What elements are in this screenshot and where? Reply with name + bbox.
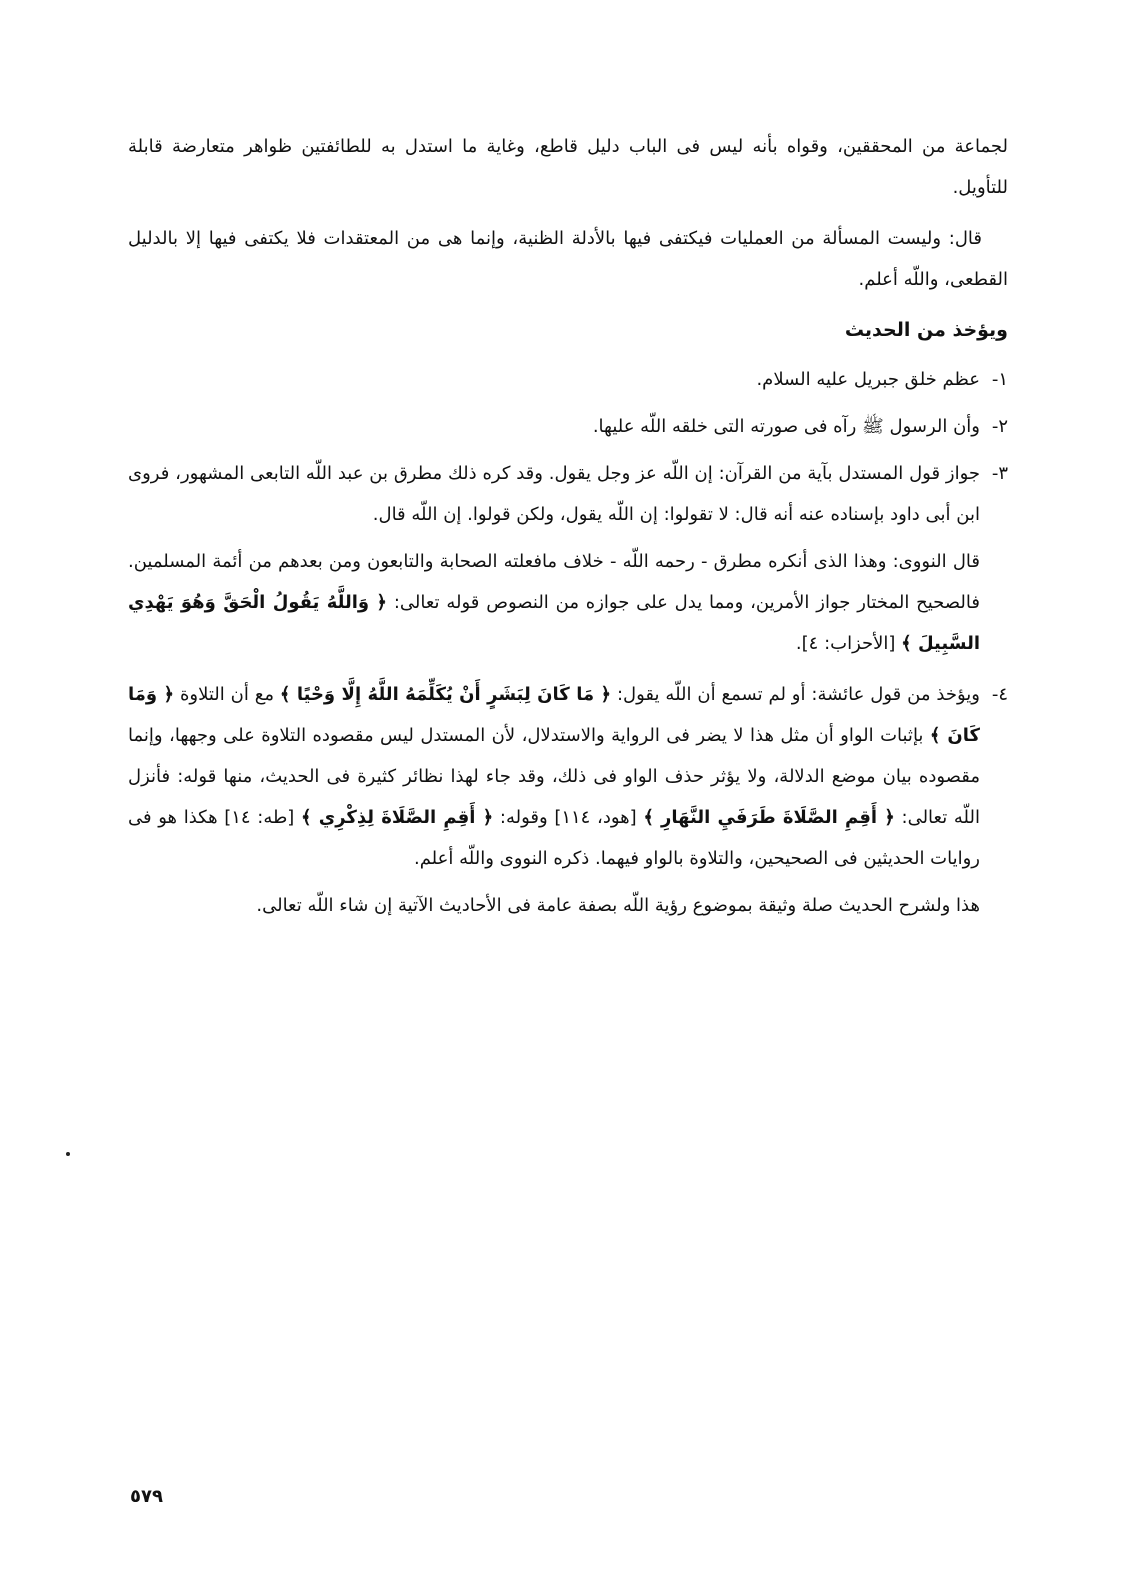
item4-text-1: ويؤخذ من قول عائشة: أو لم تسمع أن اللّه يقول:: [616, 684, 980, 705]
quran-verse: ﴿ وَاللَّهُ يَقُولُ الْحَقَّ وَهُوَ يَهْدِي السَّبِيلَ ﴾: [128, 592, 980, 654]
verse-reference: [الأحزاب: ٤].: [795, 633, 896, 654]
list-item: [128, 359, 1008, 400]
list-item-text: جواز قول المستدل بآية من القرآن: إن اللّه عز وجل يقول. وقد كره ذلك مطرق بن عبد اللّه التابعى المشهور، فروى ابن أبى داود بإسناده عنه أنه قال: لا تقولوا: إن اللّه يقول، ولكن قولوا. إن اللّه قال.: [128, 463, 980, 525]
nawawi-text: قال النووى: وهذا الذى أنكره مطرق - رحمه اللّه - خلاف مافعلته الصحابة والتابعون ومن بعدهم من أئمة المسلمين. فالصحيح المختار جواز الأمرين، ومما يدل على جوازه من النصوص قوله تعالى:: [128, 551, 980, 613]
quran-verse: ﴿ أَقِمِ الصَّلَاةَ طَرَفَيِ النَّهَارِ ﴾: [643, 807, 895, 828]
paragraph-1: لجماعة من المحققين، وقواه بأنه ليس فى الباب دليل قاطع، وغاية ما استدل به للطائفتين ظواهر متعارضة قابلة للتأويل.: [128, 136, 1008, 198]
item4-text-5: [طه: ١٤] هكذا هو فى روايات الحديثين فى الصحيحين، والتلاوة بالواو فيهما. ذكره النووى واللّه أعلم.: [128, 807, 980, 869]
quran-verse: ﴿ أَقِمِ الصَّلَاةَ لِذِكْرِي ﴾: [300, 807, 494, 828]
list-item-number: ١-: [991, 369, 1008, 390]
list-item: [128, 674, 1008, 879]
list-item-text: [128, 674, 980, 879]
list-item: [128, 406, 1008, 447]
closing-paragraph: هذا ولشرح الحديث صلة وثيقة بموضوع رؤية اللّه بصفة عامة فى الأحاديث الآتية إن شاء اللّه تعالى.: [256, 895, 980, 916]
paragraph-2: قال: وليست المسألة من العمليات فيكتفى فيها بالأدلة الظنية، وإنما هى من المعتقدات فلا يكتفى فيها إلا بالدليل القطعى، واللّه أعلم.: [128, 228, 1008, 290]
list-item-number: ٢-: [991, 416, 1008, 437]
item4-text-4: [هود، ١١٤] وقوله:: [499, 807, 637, 828]
list-item: [128, 453, 1008, 535]
stray-dot: [66, 1152, 70, 1156]
list-item-number: ٤-: [991, 684, 1008, 705]
list-item-text: وأن الرسول ﷺ رآه فى صورته التى خلقه اللّه عليها.: [592, 416, 980, 437]
section-heading: ويؤخذ من الحديث: [844, 319, 1008, 341]
nawawi-paragraph: [128, 541, 980, 664]
quran-verse: ﴿ وَمَا كَانَ ﴾: [128, 684, 981, 746]
page-number: ٥٧٩: [130, 1486, 163, 1507]
page-body: [128, 126, 1008, 936]
item4-text-2: مع أن التلاوة: [179, 684, 274, 705]
item4-text-3: بإثبات الواو أن مثل هذا لا يضر فى الرواية والاستدلال، لأن المستدل ليس مقصوده التلاوة على وجهها، وإنما مقصوده بيان موضع الدلالة، ولا يؤثر حذف الواو فى ذلك، وقد جاء لهذا نظائر كثيرة فى الحديث، منها قوله: فأنزل اللّه تعالى:: [128, 725, 980, 828]
quran-verse: ﴿ مَا كَانَ لِبَشَرٍ أَنْ يُكَلِّمَهُ اللَّهُ إِلَّا وَحْيًا ﴾: [279, 684, 612, 705]
list-item-text: عظم خلق جبريل عليه السلام.: [756, 369, 980, 390]
list-item-number: ٣-: [991, 463, 1008, 484]
